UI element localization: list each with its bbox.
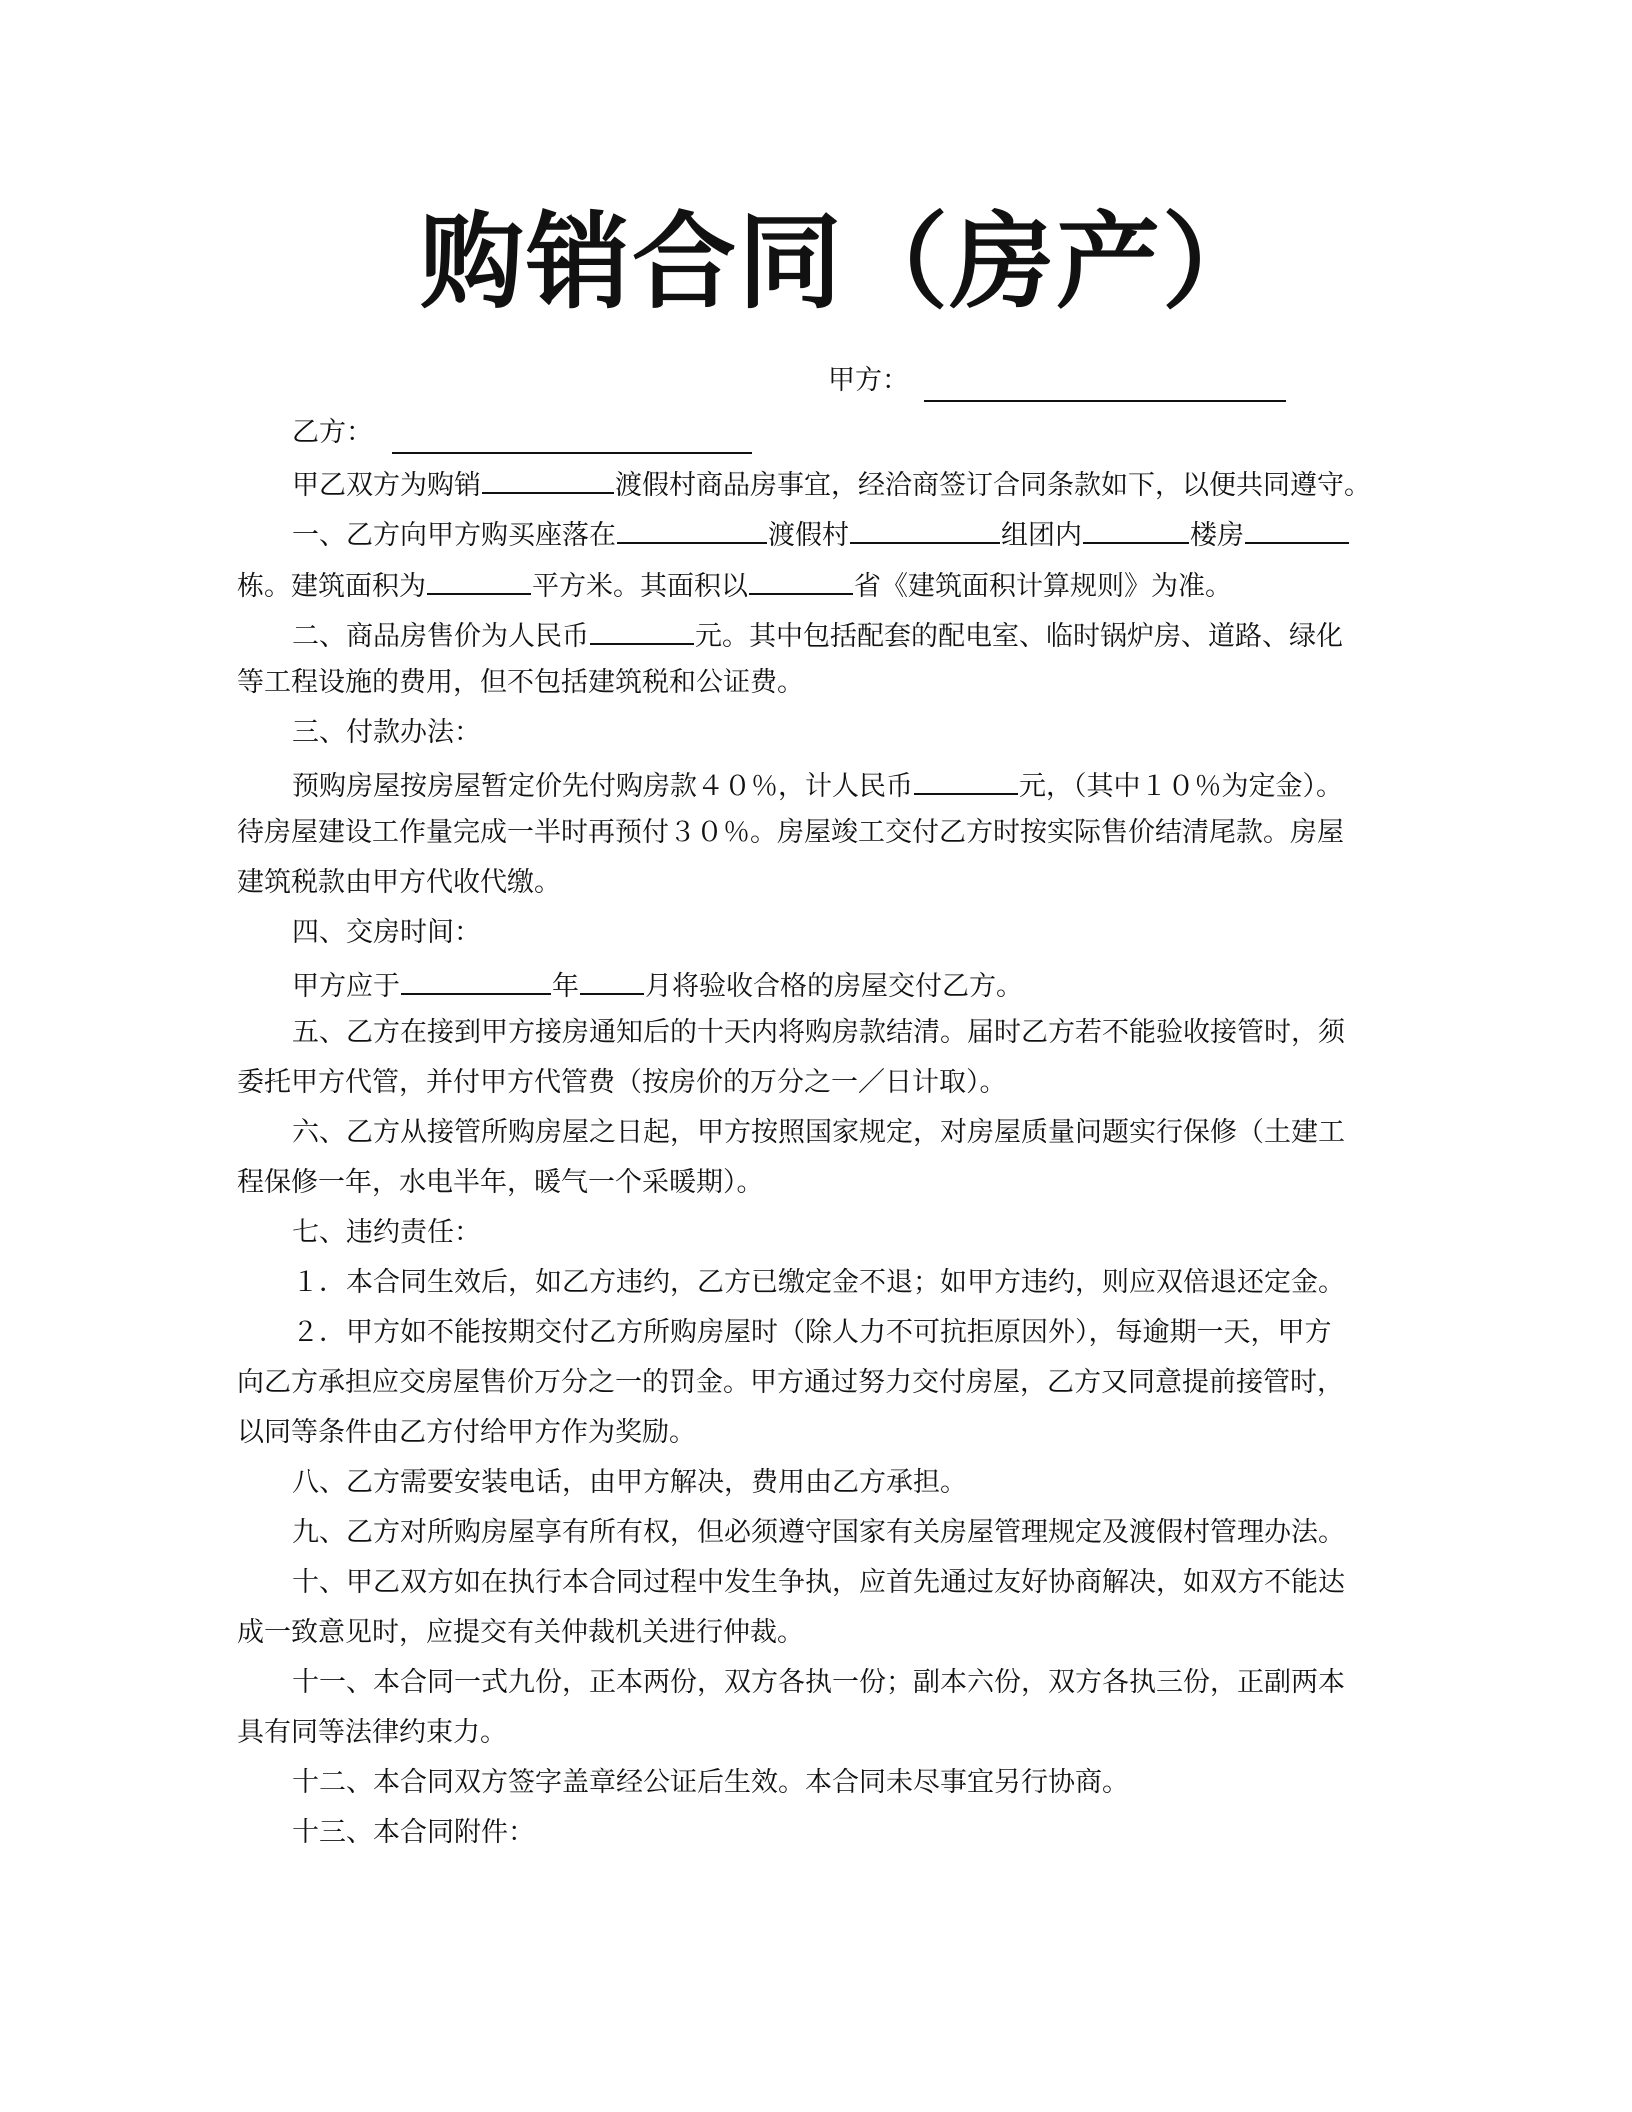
clause-3-heading: 三、付款办法： bbox=[292, 717, 481, 748]
clause-6-line-1: 六、乙方从接管所购房屋之日起，甲方按照国家规定，对房屋质量问题实行保修（土建工 bbox=[292, 1117, 1345, 1148]
clause-text: 预购房屋按房屋暂定价先付购房款４０％，计人民币 bbox=[292, 771, 913, 802]
clause-4-line-1 bbox=[292, 963, 1023, 1007]
blank-field bbox=[401, 963, 551, 995]
document-title: 购销合同（房产） bbox=[420, 201, 1269, 323]
clause-text: 一、乙方向甲方购买座落在 bbox=[292, 520, 616, 551]
party-b-blank bbox=[392, 450, 752, 454]
blank-field bbox=[580, 963, 644, 995]
clause-6-line-2: 程保修一年，水电半年，暖气一个采暖期）。 bbox=[237, 1167, 764, 1198]
clause-9: 九、乙方对所购房屋享有所有权，但必须遵守国家有关房屋管理规定及渡假村管理办法。 bbox=[292, 1517, 1345, 1548]
clause-3-line-2: 待房屋建设工作量完成一半时再预付３０％。房屋竣工交付乙方时按实际售价结清尾款。房屋 bbox=[237, 817, 1344, 848]
clause-text: 组团内 bbox=[1001, 520, 1082, 551]
blank-field bbox=[482, 462, 614, 494]
clause-1-line-2 bbox=[237, 563, 1232, 607]
clause-7-item-2-line-3: 以同等条件由乙方付给甲方作为奖励。 bbox=[237, 1417, 696, 1448]
clause-text: 月将验收合格的房屋交付乙方。 bbox=[645, 971, 1023, 1002]
blank-field bbox=[749, 563, 853, 595]
clause-7-item-2-line-1: ２．甲方如不能按期交付乙方所购房屋时（除人力不可抗拒原因外），每逾期一天，甲方 bbox=[292, 1317, 1332, 1348]
clause-11-line-2: 具有同等法律约束力。 bbox=[237, 1717, 507, 1748]
clause-8: 八、乙方需要安装电话，由甲方解决，费用由乙方承担。 bbox=[292, 1467, 967, 1498]
blank-field bbox=[1245, 512, 1349, 544]
clause-4-heading: 四、交房时间： bbox=[292, 917, 481, 948]
clause-2-line-1 bbox=[292, 613, 1343, 657]
clause-5-line-2: 委托甲方代管，并付甲方代管费（按房价的万分之一／日计取）。 bbox=[237, 1067, 1007, 1098]
clause-1-line-1 bbox=[292, 512, 1350, 556]
clause-text: 年 bbox=[552, 971, 579, 1002]
clause-7-heading: 七、违约责任： bbox=[292, 1217, 481, 1248]
party-a-label: 甲方： bbox=[828, 365, 909, 396]
clause-text: 渡假村 bbox=[768, 520, 849, 551]
clause-text: 元，（其中１０％为定金）。 bbox=[1019, 771, 1343, 802]
intro-text-1: 甲乙双方为购销 bbox=[292, 470, 481, 501]
intro-text-2: 渡假村商品房事宜，经洽商签订合同条款如下，以便共同遵守。 bbox=[615, 470, 1371, 501]
clause-10-line-1: 十、甲乙双方如在执行本合同过程中发生争执，应首先通过友好协商解决，如双方不能达 bbox=[292, 1567, 1345, 1598]
clause-text: 省《建筑面积计算规则》为准。 bbox=[854, 571, 1232, 602]
clause-12: 十二、本合同双方签字盖章经公证后生效。本合同未尽事宜另行协商。 bbox=[292, 1767, 1129, 1798]
blank-field bbox=[1083, 512, 1189, 544]
clause-text: 甲方应于 bbox=[292, 971, 400, 1002]
clause-2-line-2: 等工程设施的费用，但不包括建筑税和公证费。 bbox=[237, 667, 804, 698]
clause-3-line-3: 建筑税款由甲方代收代缴。 bbox=[237, 867, 561, 898]
clause-10-line-2: 成一致意见时，应提交有关仲裁机关进行仲裁。 bbox=[237, 1617, 804, 1648]
clause-text: 楼房 bbox=[1190, 520, 1244, 551]
clause-11-line-1: 十一、本合同一式九份，正本两份，双方各执一份；副本六份，双方各执三份，正副两本 bbox=[292, 1667, 1345, 1698]
blank-field bbox=[850, 512, 1000, 544]
clause-7-item-2-line-2: 向乙方承担应交房屋售价万分之一的罚金。甲方通过努力交付房屋，乙方又同意提前接管时， bbox=[237, 1367, 1344, 1398]
clause-7-item-1: １．本合同生效后，如乙方违约，乙方已缴定金不退；如甲方违约，则应双倍退还定金。 bbox=[292, 1267, 1345, 1298]
clause-3-line-1 bbox=[292, 763, 1343, 807]
blank-field bbox=[617, 512, 767, 544]
clause-text: 元。其中包括配套的配电室、临时锅炉房、道路、绿化 bbox=[695, 621, 1343, 652]
clause-13: 十三、本合同附件： bbox=[292, 1817, 535, 1848]
intro-line bbox=[292, 462, 1371, 506]
clause-5-line-1: 五、乙方在接到甲方接房通知后的十天内将购房款结清。届时乙方若不能验收接管时，须 bbox=[292, 1017, 1345, 1048]
party-a-blank bbox=[924, 398, 1286, 402]
blank-field bbox=[590, 613, 694, 645]
clause-text: 二、商品房售价为人民币 bbox=[292, 621, 589, 652]
clause-text: 栋。建筑面积为 bbox=[237, 571, 426, 602]
blank-field bbox=[914, 763, 1018, 795]
clause-text: 平方米。其面积以 bbox=[532, 571, 748, 602]
party-b-label: 乙方： bbox=[292, 417, 373, 448]
blank-field bbox=[427, 563, 531, 595]
